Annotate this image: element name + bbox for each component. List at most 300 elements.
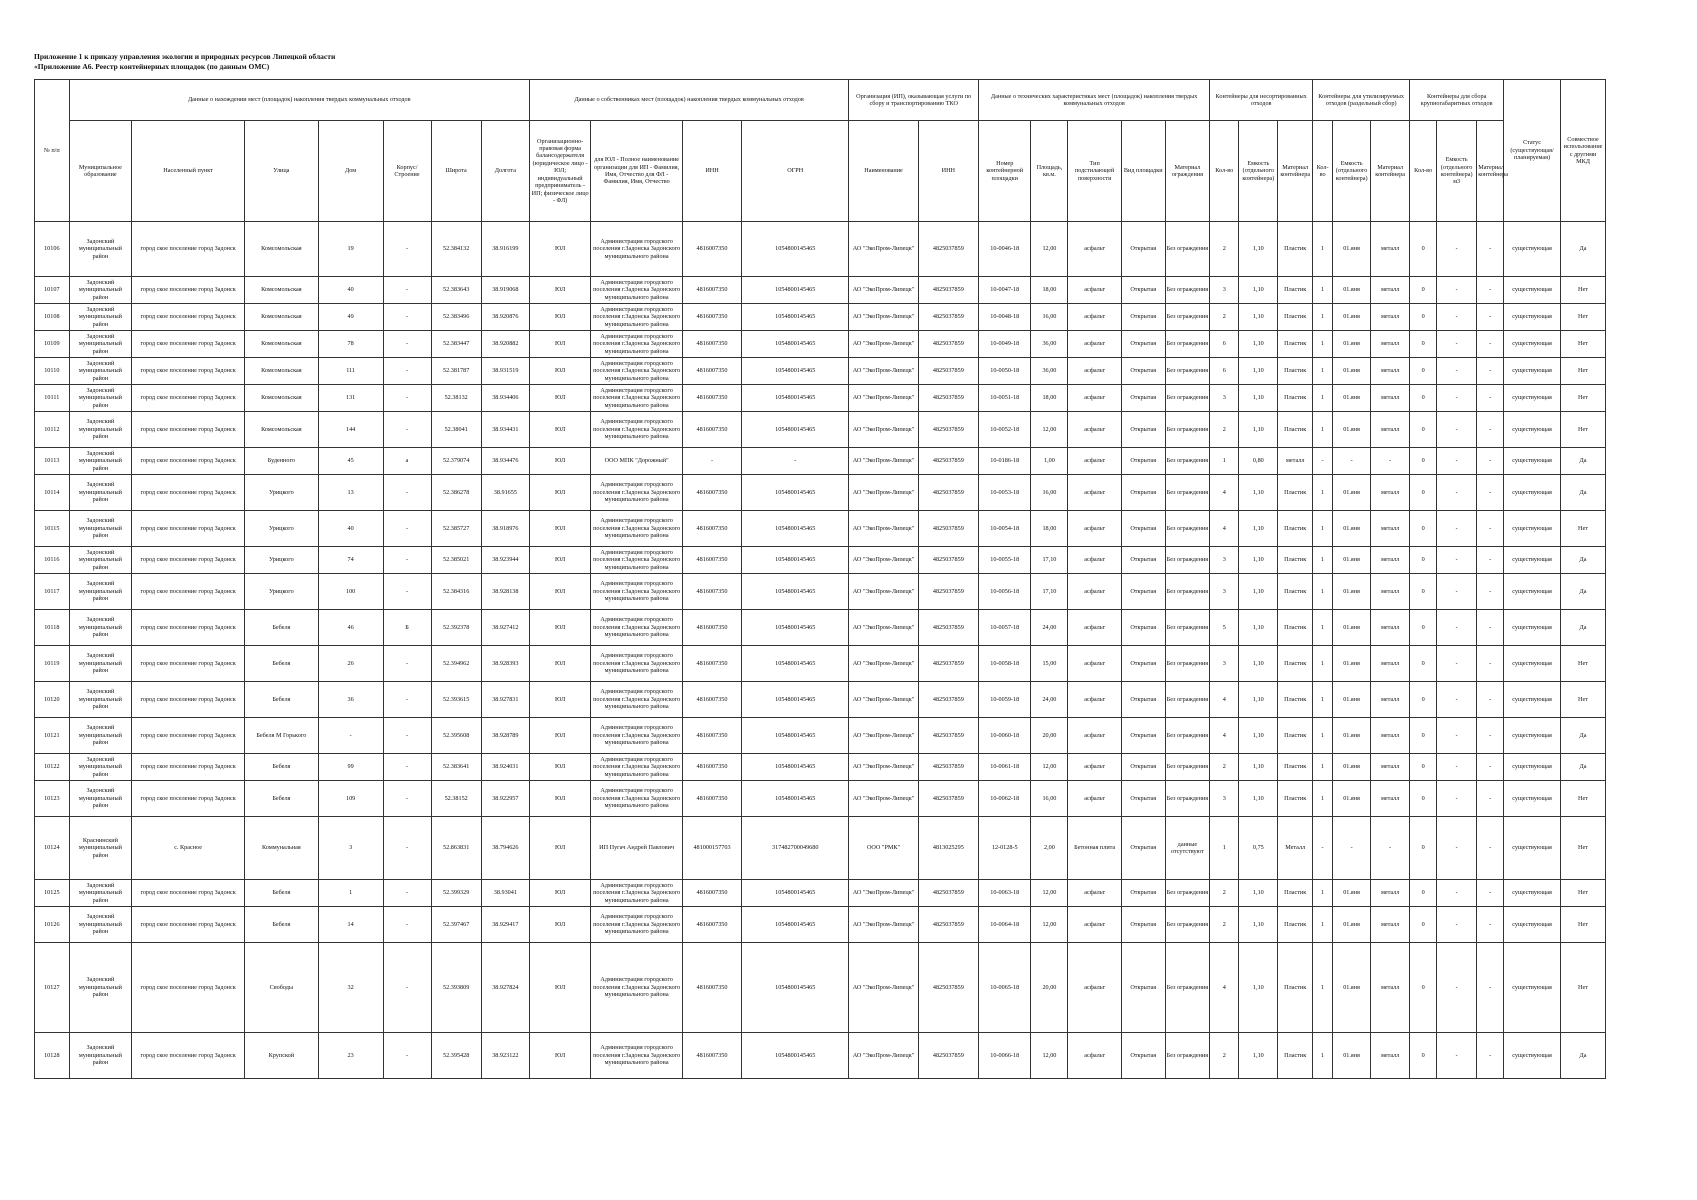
table-cell: Пластик [1278, 682, 1313, 718]
col-unsorted-material: Материал контейнера [1278, 121, 1313, 222]
col-settlement: Населенный пункт [132, 121, 245, 222]
table-cell: АО "ЭкоПром-Липецк" [849, 547, 918, 574]
table-cell: - [1477, 907, 1504, 943]
table-cell: Открытая [1121, 781, 1165, 817]
table-cell: 36 [318, 682, 383, 718]
table-cell: металл [1371, 880, 1410, 907]
table-cell: Б [383, 610, 431, 646]
table-row [35, 331, 1606, 358]
table-cell: Открытая [1121, 304, 1165, 331]
table-cell: асфальт [1068, 610, 1122, 646]
table-cell: 10-0065-18 [978, 943, 1031, 1033]
table-cell: 4816007350 [682, 547, 741, 574]
table-cell: ЮЛ [529, 304, 590, 331]
table-cell: - [1437, 880, 1477, 907]
table-cell: - [1477, 448, 1504, 475]
table-cell: 4825037859 [918, 943, 978, 1033]
table-cell: Администрация городского поселения г.Задонска Задонского муниципального района [591, 222, 683, 277]
table-cell: 0 [1410, 682, 1437, 718]
table-cell: 4825037859 [918, 907, 978, 943]
table-cell: 52.385021 [431, 547, 481, 574]
table-cell: 3 [1210, 277, 1239, 304]
table-cell: - [1437, 331, 1477, 358]
table-cell: 0 [1410, 448, 1437, 475]
table-cell: 4825037859 [918, 385, 978, 412]
table-cell: 10125 [35, 880, 70, 907]
table-cell: 1 [1313, 511, 1333, 547]
table-cell: Да [1561, 610, 1606, 646]
table-cell: Задонский муниципальный район [69, 304, 132, 331]
table-cell: 20,00 [1031, 718, 1068, 754]
table-cell: асфальт [1068, 547, 1122, 574]
table-cell: Краснинский муниципальный район [69, 817, 132, 880]
table-cell: - [1313, 817, 1333, 880]
table-cell: Администрация городского поселения г.Задонска Задонского муниципального района [591, 358, 683, 385]
col-street: Улица [245, 121, 319, 222]
col-org-inn: ИНН [918, 121, 978, 222]
table-cell: 01.янв [1333, 412, 1371, 448]
table-cell: 01.янв [1333, 1033, 1371, 1079]
table-cell: ЮЛ [529, 943, 590, 1033]
table-cell: Открытая [1121, 943, 1165, 1033]
table-cell: Да [1561, 222, 1606, 277]
table-cell: металл [1371, 511, 1410, 547]
table-cell: Задонский муниципальный район [69, 358, 132, 385]
col-house: Дом [318, 121, 383, 222]
table-cell: Задонский муниципальный район [69, 943, 132, 1033]
table-cell: - [383, 547, 431, 574]
table-cell: Пластик [1278, 385, 1313, 412]
table-cell: 1,00 [1031, 448, 1068, 475]
table-cell: 1,10 [1239, 610, 1278, 646]
table-cell: 38.916199 [481, 222, 529, 277]
table-cell: Комсомольская [245, 222, 319, 277]
table-cell: 12,00 [1031, 412, 1068, 448]
table-cell: 10-0186-18 [978, 448, 1031, 475]
table-cell: 10-0047-18 [978, 277, 1031, 304]
table-cell: 1,10 [1239, 304, 1278, 331]
table-cell: город ское поселение город Задонск [132, 781, 245, 817]
table-cell: 01.янв [1333, 754, 1371, 781]
table-cell: 38.927831 [481, 682, 529, 718]
table-cell: 01.янв [1333, 781, 1371, 817]
table-row [35, 682, 1606, 718]
col-building: Корпус/Строение [383, 121, 431, 222]
table-cell: 1054800145465 [742, 718, 849, 754]
table-cell: 4825037859 [918, 754, 978, 781]
table-cell: Без ограждения [1165, 574, 1210, 610]
table-cell: 52.38041 [431, 412, 481, 448]
table-cell: 1054800145465 [742, 412, 849, 448]
table-cell: асфальт [1068, 277, 1122, 304]
table-cell: металл [1371, 304, 1410, 331]
table-cell: 52.381787 [431, 358, 481, 385]
table-cell: - [1477, 511, 1504, 547]
table-cell: - [383, 412, 431, 448]
table-cell: 4825037859 [918, 448, 978, 475]
table-cell: Открытая [1121, 358, 1165, 385]
table-cell: 4825037859 [918, 222, 978, 277]
table-cell: Да [1561, 1033, 1606, 1079]
table-cell: АО "ЭкоПром-Липецк" [849, 1033, 918, 1079]
table-cell: Задонский муниципальный район [69, 511, 132, 547]
table-cell: АО "ЭкоПром-Липецк" [849, 781, 918, 817]
table-cell: 1 [1313, 412, 1333, 448]
table-cell: существующая [1504, 511, 1561, 547]
table-cell: 1 [1313, 475, 1333, 511]
table-cell: город ское поселение город Задонск [132, 718, 245, 754]
table-cell: асфальт [1068, 475, 1122, 511]
table-cell: 1054800145465 [742, 511, 849, 547]
table-cell: Да [1561, 547, 1606, 574]
table-cell: - [383, 222, 431, 277]
table-cell: 109 [318, 781, 383, 817]
col-owner-inn: ИНН [682, 121, 741, 222]
table-cell: Открытая [1121, 610, 1165, 646]
table-cell: 12,00 [1031, 1033, 1068, 1079]
table-cell: Задонский муниципальный район [69, 646, 132, 682]
table-cell: Без ограждения [1165, 610, 1210, 646]
table-row [35, 754, 1606, 781]
table-cell: 20,00 [1031, 943, 1068, 1033]
table-cell: 1054800145465 [742, 880, 849, 907]
table-cell: 4816007350 [682, 610, 741, 646]
table-cell: 38.928138 [481, 574, 529, 610]
table-cell: Администрация городского поселения г.Задонска Задонского муниципального района [591, 718, 683, 754]
table-cell: Пластик [1278, 880, 1313, 907]
table-cell: 40 [318, 511, 383, 547]
table-cell: Нет [1561, 781, 1606, 817]
table-row [35, 610, 1606, 646]
table-cell: 01.янв [1333, 331, 1371, 358]
table-cell: 1 [1210, 817, 1239, 880]
table-cell: 1 [1313, 943, 1333, 1033]
table-cell: 10-0046-18 [978, 222, 1031, 277]
table-cell: Открытая [1121, 511, 1165, 547]
table-row [35, 412, 1606, 448]
table-cell: Администрация городского поселения г.Задонска Задонского муниципального района [591, 754, 683, 781]
table-cell: - [1477, 1033, 1504, 1079]
table-cell: с. Красное [132, 817, 245, 880]
table-cell: 38.923122 [481, 1033, 529, 1079]
table-cell: металл [1371, 222, 1410, 277]
table-cell: - [1437, 943, 1477, 1033]
table-cell: 01.янв [1333, 907, 1371, 943]
table-cell: АО "ЭкоПром-Липецк" [849, 277, 918, 304]
table-cell: - [1477, 682, 1504, 718]
table-cell: - [1437, 448, 1477, 475]
table-cell: Без ограждения [1165, 277, 1210, 304]
table-cell: 2 [1210, 412, 1239, 448]
table-row [35, 448, 1606, 475]
table-cell: - [383, 781, 431, 817]
table-cell: 1054800145465 [742, 610, 849, 646]
table-cell: металл [1371, 646, 1410, 682]
table-cell: существующая [1504, 907, 1561, 943]
table-cell: - [1477, 358, 1504, 385]
table-row [35, 511, 1606, 547]
table-cell: 4 [1210, 682, 1239, 718]
table-cell: 6 [1210, 331, 1239, 358]
table-cell: 1,10 [1239, 781, 1278, 817]
group-recyclable: Контейнеры для утилизируемых отходов (раздельный сбор) [1313, 80, 1410, 121]
table-row [35, 222, 1606, 277]
table-cell: 1 [1210, 448, 1239, 475]
table-cell: 01.янв [1333, 547, 1371, 574]
table-cell: Комсомольская [245, 304, 319, 331]
table-cell: 10127 [35, 943, 70, 1033]
table-cell: 1054800145465 [742, 574, 849, 610]
table-cell: - [1371, 817, 1410, 880]
table-cell: - [1477, 222, 1504, 277]
table-cell: 2 [1210, 1033, 1239, 1079]
table-cell: ООО МПК "Дорожный" [591, 448, 683, 475]
table-cell: 36,00 [1031, 358, 1068, 385]
table-row [35, 817, 1606, 880]
header-row-groups [35, 80, 1606, 121]
table-cell: Открытая [1121, 754, 1165, 781]
table-cell: существующая [1504, 304, 1561, 331]
table-cell: 1,10 [1239, 646, 1278, 682]
table-cell: АО "ЭкоПром-Липецк" [849, 718, 918, 754]
table-cell: 4825037859 [918, 880, 978, 907]
table-cell: 38.931519 [481, 358, 529, 385]
table-cell: 38.934406 [481, 385, 529, 412]
table-cell: ЮЛ [529, 646, 590, 682]
group-bulky: Контейнеры для сбора крупногабаритных отходов [1410, 80, 1504, 121]
table-cell: 17,10 [1031, 574, 1068, 610]
table-cell: АО "ЭкоПром-Липецк" [849, 880, 918, 907]
table-cell: Без ограждения [1165, 880, 1210, 907]
table-cell: металл [1371, 682, 1410, 718]
table-cell: город ское поселение город Задонск [132, 448, 245, 475]
table-cell: 1,10 [1239, 547, 1278, 574]
table-cell: 4816007350 [682, 574, 741, 610]
table-cell: Администрация городского поселения г.Задонска Задонского муниципального района [591, 610, 683, 646]
table-cell: 10117 [35, 574, 70, 610]
table-cell: 3 [1210, 574, 1239, 610]
table-cell: ИП Пугач Андрей Павлович [591, 817, 683, 880]
table-cell: 1,10 [1239, 718, 1278, 754]
table-cell: 4816007350 [682, 385, 741, 412]
table-cell: существующая [1504, 547, 1561, 574]
table-cell: 1 [1313, 880, 1333, 907]
table-cell: 1 [1313, 1033, 1333, 1079]
table-cell: существующая [1504, 943, 1561, 1033]
table-cell: 0 [1410, 511, 1437, 547]
table-cell: 0,80 [1239, 448, 1278, 475]
table-cell: существующая [1504, 880, 1561, 907]
table-cell: 10-0059-18 [978, 682, 1031, 718]
table-cell: Урицкого [245, 511, 319, 547]
table-cell: металл [1371, 718, 1410, 754]
table-cell: 01.янв [1333, 880, 1371, 907]
table-cell: Задонский муниципальный район [69, 781, 132, 817]
table-cell: Открытая [1121, 574, 1165, 610]
table-cell: - [383, 331, 431, 358]
table-cell: 01.янв [1333, 277, 1371, 304]
table-cell: - [1477, 331, 1504, 358]
table-cell: Без ограждения [1165, 222, 1210, 277]
col-owner-name: для ЮЛ - Полное наименование организации для ИП - Фамилия, Имя, Отчество для ФЛ - Фамилия, Имя, Отчество [591, 121, 683, 222]
table-cell: асфальт [1068, 907, 1122, 943]
table-cell: 4816007350 [682, 1033, 741, 1079]
table-cell: 49 [318, 304, 383, 331]
table-cell: Без ограждения [1165, 511, 1210, 547]
col-recyclable-count: Кол-во [1313, 121, 1333, 222]
table-cell: АО "ЭкоПром-Липецк" [849, 943, 918, 1033]
table-cell: 10107 [35, 277, 70, 304]
table-cell: 4825037859 [918, 475, 978, 511]
table-cell: 10121 [35, 718, 70, 754]
table-cell: существующая [1504, 331, 1561, 358]
table-row [35, 385, 1606, 412]
table-cell: Открытая [1121, 1033, 1165, 1079]
table-cell: существующая [1504, 412, 1561, 448]
table-cell: Открытая [1121, 907, 1165, 943]
col-longitude: Долгота [481, 121, 529, 222]
col-fence: Материал ограждения [1165, 121, 1210, 222]
table-cell: 01.янв [1333, 718, 1371, 754]
table-cell: 4816007350 [682, 358, 741, 385]
table-cell: Пластик [1278, 277, 1313, 304]
col-surface: Тип подстилающей поверхности [1068, 121, 1122, 222]
table-cell: 99 [318, 754, 383, 781]
table-cell: город ское поселение город Задонск [132, 880, 245, 907]
table-row [35, 646, 1606, 682]
table-cell: 1 [1313, 547, 1333, 574]
table-cell: Бебеля [245, 880, 319, 907]
table-cell: - [1477, 781, 1504, 817]
table-row [35, 718, 1606, 754]
table-cell: Пластик [1278, 907, 1313, 943]
table-cell: 24,00 [1031, 610, 1068, 646]
table-cell: Без ограждения [1165, 682, 1210, 718]
table-cell: 4825037859 [918, 574, 978, 610]
table-cell: - [1437, 574, 1477, 610]
table-cell: ЮЛ [529, 907, 590, 943]
table-cell: 1054800145465 [742, 646, 849, 682]
table-cell: 52.383496 [431, 304, 481, 331]
table-cell: АО "ЭкоПром-Липецк" [849, 511, 918, 547]
table-cell: существующая [1504, 448, 1561, 475]
table-cell: существующая [1504, 646, 1561, 682]
table-cell: Задонский муниципальный район [69, 1033, 132, 1079]
table-cell: 52.397467 [431, 907, 481, 943]
table-cell: Задонский муниципальный район [69, 475, 132, 511]
table-cell: - [383, 817, 431, 880]
table-cell: 45 [318, 448, 383, 475]
table-cell: 0 [1410, 610, 1437, 646]
table-cell: Задонский муниципальный район [69, 754, 132, 781]
col-site-type: Вид площадки [1121, 121, 1165, 222]
table-cell: 1054800145465 [742, 1033, 849, 1079]
table-cell: - [1437, 385, 1477, 412]
table-cell: 1 [1313, 718, 1333, 754]
table-cell: 52.392378 [431, 610, 481, 646]
group-owner: Данные о собственниках мест (площадок) накопления твердых коммунальных отходов [529, 80, 849, 121]
table-row [35, 943, 1606, 1033]
table-cell: 3 [1210, 781, 1239, 817]
col-recyclable-capacity: Емкость (отдельного контейнера) [1333, 121, 1371, 222]
table-cell: существующая [1504, 817, 1561, 880]
table-cell: 19 [318, 222, 383, 277]
table-cell: 0 [1410, 277, 1437, 304]
table-cell: 1 [1313, 781, 1333, 817]
table-cell: Да [1561, 754, 1606, 781]
table-cell: 4816007350 [682, 304, 741, 331]
table-cell: город ское поселение город Задонск [132, 277, 245, 304]
table-cell: город ское поселение город Задонск [132, 331, 245, 358]
table-cell: 38.920882 [481, 331, 529, 358]
table-cell: 10123 [35, 781, 70, 817]
table-cell: Без ограждения [1165, 718, 1210, 754]
table-cell: город ское поселение город Задонск [132, 304, 245, 331]
table-row [35, 1033, 1606, 1079]
table-cell: асфальт [1068, 385, 1122, 412]
table-cell: 0 [1410, 222, 1437, 277]
table-cell: металл [1371, 331, 1410, 358]
table-cell: ЮЛ [529, 475, 590, 511]
table-cell: ЮЛ [529, 385, 590, 412]
table-cell: 10-0052-18 [978, 412, 1031, 448]
table-cell: 1054800145465 [742, 781, 849, 817]
table-cell: 1,10 [1239, 574, 1278, 610]
table-cell: 1,10 [1239, 907, 1278, 943]
table-cell: 2,00 [1031, 817, 1068, 880]
table-cell: город ское поселение город Задонск [132, 358, 245, 385]
table-cell: металл [1371, 907, 1410, 943]
table-cell: 4825037859 [918, 682, 978, 718]
table-cell: 4 [1210, 511, 1239, 547]
table-cell: 1,10 [1239, 222, 1278, 277]
table-cell: Без ограждения [1165, 358, 1210, 385]
table-cell: город ское поселение город Задонск [132, 511, 245, 547]
table-cell: 3 [318, 817, 383, 880]
table-cell: - [1477, 277, 1504, 304]
table-cell: город ское поселение город Задонск [132, 907, 245, 943]
table-cell: Нет [1561, 943, 1606, 1033]
table-cell: 18,00 [1031, 385, 1068, 412]
table-cell: Задонский муниципальный район [69, 331, 132, 358]
group-org: Организация (ИП), оказывающая услуги по сбору и транспортированию ТКО [849, 80, 979, 121]
table-cell: - [383, 574, 431, 610]
table-cell: 4813025295 [918, 817, 978, 880]
table-cell: 10122 [35, 754, 70, 781]
table-cell: Открытая [1121, 718, 1165, 754]
table-cell: - [1437, 412, 1477, 448]
col-bulky-count: Кол-во [1410, 121, 1437, 222]
table-cell: Бетонная плита [1068, 817, 1122, 880]
table-cell: 12,00 [1031, 880, 1068, 907]
table-cell: 40 [318, 277, 383, 304]
table-cell: АО "ЭкоПром-Липецк" [849, 385, 918, 412]
table-cell: 1054800145465 [742, 358, 849, 385]
table-cell: АО "ЭкоПром-Липецк" [849, 907, 918, 943]
table-cell: Да [1561, 718, 1606, 754]
table-cell: Администрация городского поселения г.Задонска Задонского муниципального района [591, 1033, 683, 1079]
table-cell: 0 [1410, 475, 1437, 511]
table-cell: Нет [1561, 880, 1606, 907]
table-cell: Задонский муниципальный район [69, 682, 132, 718]
table-cell: 17,10 [1031, 547, 1068, 574]
table-cell: существующая [1504, 1033, 1561, 1079]
table-cell: 4 [1210, 718, 1239, 754]
table-cell: Пластик [1278, 358, 1313, 385]
table-cell: 1 [1313, 331, 1333, 358]
table-cell: существующая [1504, 358, 1561, 385]
table-cell: 24,00 [1031, 682, 1068, 718]
